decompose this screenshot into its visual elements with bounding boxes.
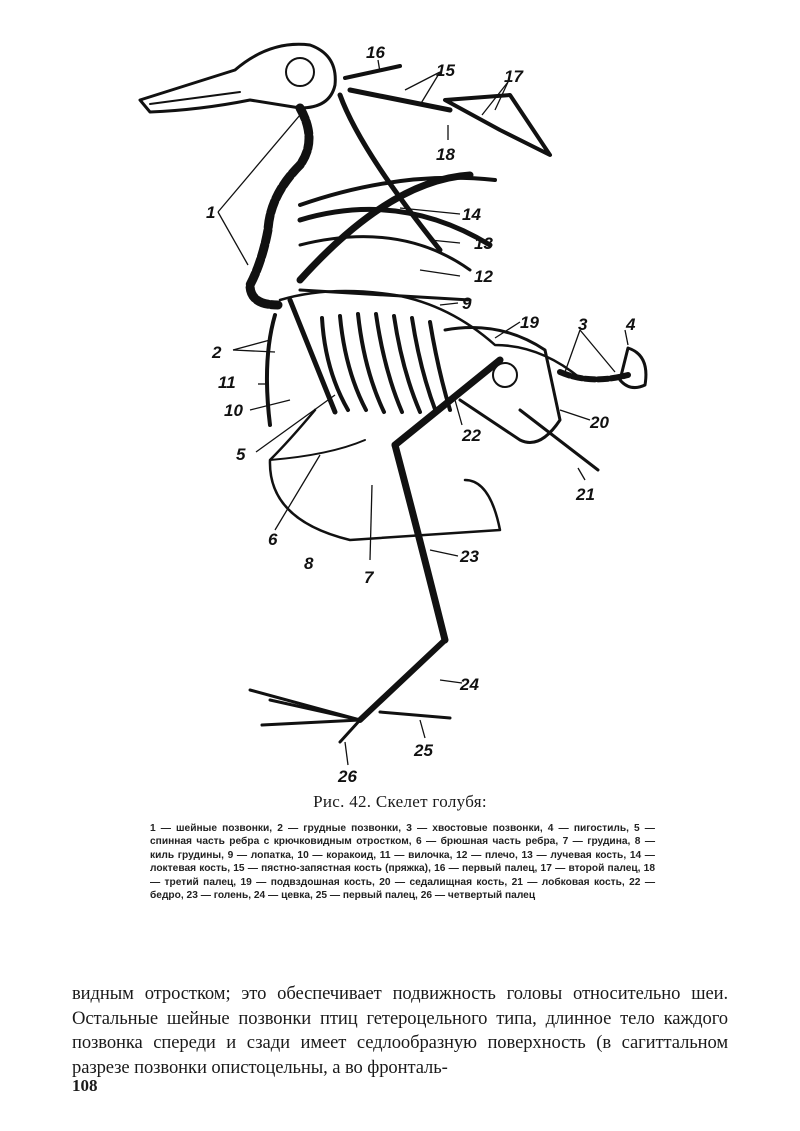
figure-label-21: 21: [576, 485, 595, 504]
legend-item: 1 — шейные позвонки,: [150, 823, 278, 834]
legend-item: 15 — пястно-запястная кость (пряжка),: [233, 863, 435, 875]
legend-item: 16 — первый палец,: [434, 863, 541, 875]
legend-item: 22 — бедро,: [150, 876, 656, 902]
legend-item: 2 — грудные позвонки,: [277, 823, 407, 834]
figure-label-26: 26: [338, 767, 357, 786]
legend-item: 23 — голень,: [186, 890, 254, 902]
figure-label-14: 14: [462, 205, 481, 224]
legend-item: 3 — хвостовые позвонки,: [406, 823, 548, 834]
figure-label-20: 20: [590, 413, 609, 432]
legend-item: 20 — седалищная кость,: [379, 876, 512, 888]
figure-label-13: 13: [474, 234, 493, 253]
figure-label-3: 3: [578, 315, 588, 334]
body-paragraph: видным отростком; это обеспечивает подвижность головы относительно шеи. Остальные шейные позвонки птиц гетероцельного типа, длинное тело каждого позвонка спереди и сзади имеет седлообразную поверхность (в сагиттальном разрезе позвонки опистоцельны, а во фронталь-: [72, 983, 728, 1078]
figure-label-2: 2: [212, 343, 222, 362]
legend-item: 17 — второй палец,: [540, 863, 644, 875]
figure-label-18: 18: [436, 145, 455, 164]
figure-label-25: 25: [414, 741, 433, 760]
figure-label-7: 7: [364, 568, 374, 587]
legend-item: 4 — пигостиль,: [547, 823, 635, 834]
ribs: [322, 314, 450, 412]
figure-label-19: 19: [520, 313, 539, 332]
legend-item: 21 — лобковая кость,: [511, 876, 630, 888]
legend-item: 10 — коракоид,: [297, 849, 380, 861]
figure-label-15: 15: [436, 61, 455, 80]
legend-item: 18 — третий палец,: [150, 863, 655, 888]
legend-item: 25 — первый палец,: [315, 890, 421, 902]
figure-legend: [150, 822, 655, 902]
legend-item: 24 — цевка,: [253, 890, 316, 902]
figure-label-23: 23: [460, 547, 479, 566]
figure-label-9: 9: [462, 294, 472, 313]
legend-item: 11 — вилочка,: [379, 849, 457, 861]
figure-label-16: 16: [366, 43, 385, 62]
figure-label-11: 11: [218, 373, 236, 392]
figure-label-8: 8: [304, 554, 314, 573]
legend-item: 5 — спинная часть ребра с крючковидным отростком,: [150, 823, 655, 848]
figure-label-6: 6: [268, 530, 278, 549]
figure-label-12: 12: [474, 267, 493, 286]
figure-label-5: 5: [236, 445, 246, 464]
figure-caption-title: Рис. 42. Скелет голубя:: [313, 792, 487, 811]
legend-item: 13 — лучевая кость,: [521, 849, 630, 861]
figure-label-22: 22: [462, 426, 481, 445]
legend-item: 26 — четвертый палец: [420, 890, 536, 902]
figure-label-1: 1: [206, 203, 216, 222]
legend-item: 9 — лопатка,: [227, 849, 298, 861]
page-number: 108: [72, 1076, 98, 1095]
toes: [250, 690, 450, 742]
figure-label-17: 17: [504, 67, 523, 86]
skeleton-drawing: [140, 44, 646, 742]
legend-item: 19 — подвздошная кость,: [240, 876, 380, 888]
legend-item: 12 — плечо,: [456, 849, 522, 861]
legend-item: 7 — грудина,: [562, 836, 635, 848]
figure-label-4: 4: [626, 315, 636, 334]
figure-label-10: 10: [224, 401, 243, 420]
legend-item: 14 — локтевая кость,: [150, 849, 655, 875]
figure-label-24: 24: [460, 675, 479, 694]
legend-item: 8 — киль грудины,: [150, 836, 656, 861]
legend-item: 6 — брюшная часть ребра,: [415, 836, 563, 848]
